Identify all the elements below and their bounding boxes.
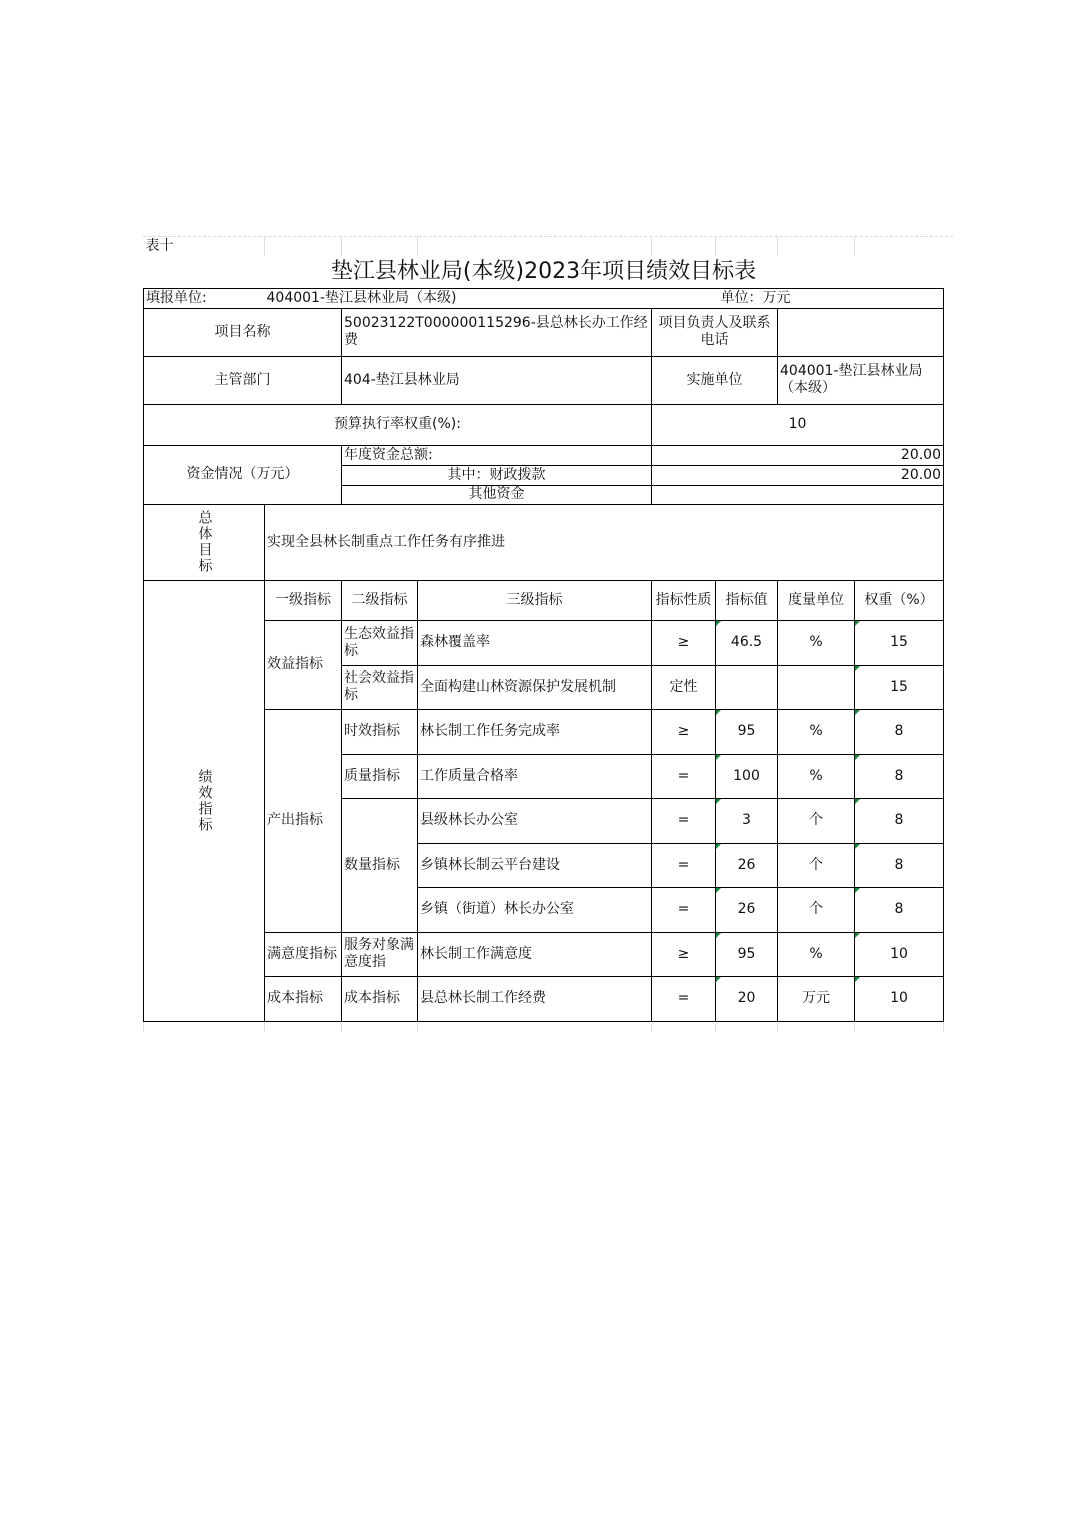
perf-indicators-label <box>144 580 265 1021</box>
row-nature: = <box>652 843 716 887</box>
funds-label: 资金情况（万元） <box>144 445 342 504</box>
unit-label-text: 单位：万元 <box>720 289 791 306</box>
row-unit: 个 <box>778 798 855 843</box>
perf-indicators-label-text: 绩效指标 <box>196 768 213 833</box>
subgroup-eco: 生态效益指标 <box>342 620 418 665</box>
project-name-value: 50023122T000000115296-县总林长办工作经费 <box>342 308 652 356</box>
row-name: 乡镇（街道）林长办公室 <box>418 887 652 932</box>
header-level1: 一级指标 <box>265 580 342 620</box>
project-name-label: 项目名称 <box>144 308 342 356</box>
header-nature: 指标性质 <box>652 580 716 620</box>
dept-value: 404-垫江县林业局 <box>342 356 652 404</box>
leader-value <box>778 308 944 356</box>
row-unit: 个 <box>778 843 855 887</box>
row-unit: % <box>778 709 855 754</box>
row-name: 工作质量合格率 <box>418 754 652 798</box>
funds-fiscal-label: 其中：财政拨款 <box>342 465 652 485</box>
row-nature: = <box>652 754 716 798</box>
row-weight: 15 <box>855 665 944 709</box>
budget-weight-value: 10 <box>652 404 944 445</box>
row-value: 46.5 <box>716 620 778 665</box>
row-value: 100 <box>716 754 778 798</box>
table-label: 表十 <box>145 237 174 254</box>
row-nature: ≥ <box>652 932 716 976</box>
row-nature: = <box>652 887 716 932</box>
overall-goal-label <box>144 504 265 580</box>
overall-goal-value: 实现全县林长制重点工作任务有序推进 <box>265 504 944 580</box>
row-unit: % <box>778 932 855 976</box>
group-satisfaction: 满意度指标 <box>265 932 342 976</box>
header-level2: 二级指标 <box>342 580 418 620</box>
subgroup-time: 时效指标 <box>342 709 418 754</box>
row-name: 县级林长办公室 <box>418 798 652 843</box>
row-nature: 定性 <box>652 665 716 709</box>
sheet-gridline-bottom <box>143 1022 953 1032</box>
row-weight: 10 <box>855 932 944 976</box>
row-nature: ≥ <box>652 620 716 665</box>
row-nature: ≥ <box>652 709 716 754</box>
fill-unit-value: 404001-垫江县林业局（本级) <box>265 288 716 308</box>
row-nature: = <box>652 798 716 843</box>
row-name: 乡镇林长制云平台建设 <box>418 843 652 887</box>
budget-weight-label: 预算执行率权重(%): <box>144 404 652 445</box>
header-unit: 度量单位 <box>778 580 855 620</box>
row-unit: 个 <box>778 887 855 932</box>
performance-target-sheet <box>143 236 943 1022</box>
row-name: 林长制工作任务完成率 <box>418 709 652 754</box>
row-name: 全面构建山林资源保护发展机制 <box>418 665 652 709</box>
dept-label: 主管部门 <box>144 356 342 404</box>
row-weight: 8 <box>855 709 944 754</box>
row-value: 20 <box>716 976 778 1021</box>
row-name: 林长制工作满意度 <box>418 932 652 976</box>
funds-total-value: 20.00 <box>652 445 944 465</box>
row-weight: 8 <box>855 843 944 887</box>
subgroup-quantity: 数量指标 <box>342 798 418 932</box>
row-weight: 8 <box>855 798 944 843</box>
fill-unit-label: 填报单位: <box>144 288 265 308</box>
performance-target-table <box>143 236 944 1022</box>
row-nature: = <box>652 976 716 1021</box>
leader-label: 项目负责人及联系电话 <box>652 308 778 356</box>
row-value: 26 <box>716 887 778 932</box>
subgroup-quality: 质量指标 <box>342 754 418 798</box>
row-unit: % <box>778 754 855 798</box>
subgroup-cost: 成本指标 <box>342 976 418 1021</box>
header-level3: 三级指标 <box>418 580 652 620</box>
funds-other-value <box>652 485 944 504</box>
row-unit: 万元 <box>778 976 855 1021</box>
row-weight: 8 <box>855 754 944 798</box>
row-name: 森林覆盖率 <box>418 620 652 665</box>
row-value: 95 <box>716 932 778 976</box>
row-value: 26 <box>716 843 778 887</box>
header-value: 指标值 <box>716 580 778 620</box>
subgroup-service: 服务对象满意度指 <box>342 932 418 976</box>
unit-label <box>716 288 944 308</box>
row-unit <box>778 665 855 709</box>
row-weight: 15 <box>855 620 944 665</box>
row-unit: % <box>778 620 855 665</box>
impl-value: 404001-垫江县林业局（本级） <box>778 356 944 404</box>
funds-total-label: 年度资金总额: <box>342 445 652 465</box>
row-value <box>716 665 778 709</box>
header-weight: 权重（%） <box>855 580 944 620</box>
row-value: 3 <box>716 798 778 843</box>
funds-other-label: 其他资金 <box>342 485 652 504</box>
row-weight: 8 <box>855 887 944 932</box>
impl-label: 实施单位 <box>652 356 778 404</box>
overall-goal-label-text: 总体目标 <box>196 510 213 574</box>
row-weight: 10 <box>855 976 944 1021</box>
row-value: 95 <box>716 709 778 754</box>
group-benefit: 效益指标 <box>265 620 342 709</box>
subgroup-social: 社会效益指标 <box>342 665 418 709</box>
group-cost: 成本指标 <box>265 976 342 1021</box>
row-name: 县总林长制工作经费 <box>418 976 652 1021</box>
funds-fiscal-value: 20.00 <box>652 465 944 485</box>
page-title: 垫江县林业局(本级)2023年项目绩效目标表 <box>330 259 757 285</box>
group-output: 产出指标 <box>265 709 342 932</box>
